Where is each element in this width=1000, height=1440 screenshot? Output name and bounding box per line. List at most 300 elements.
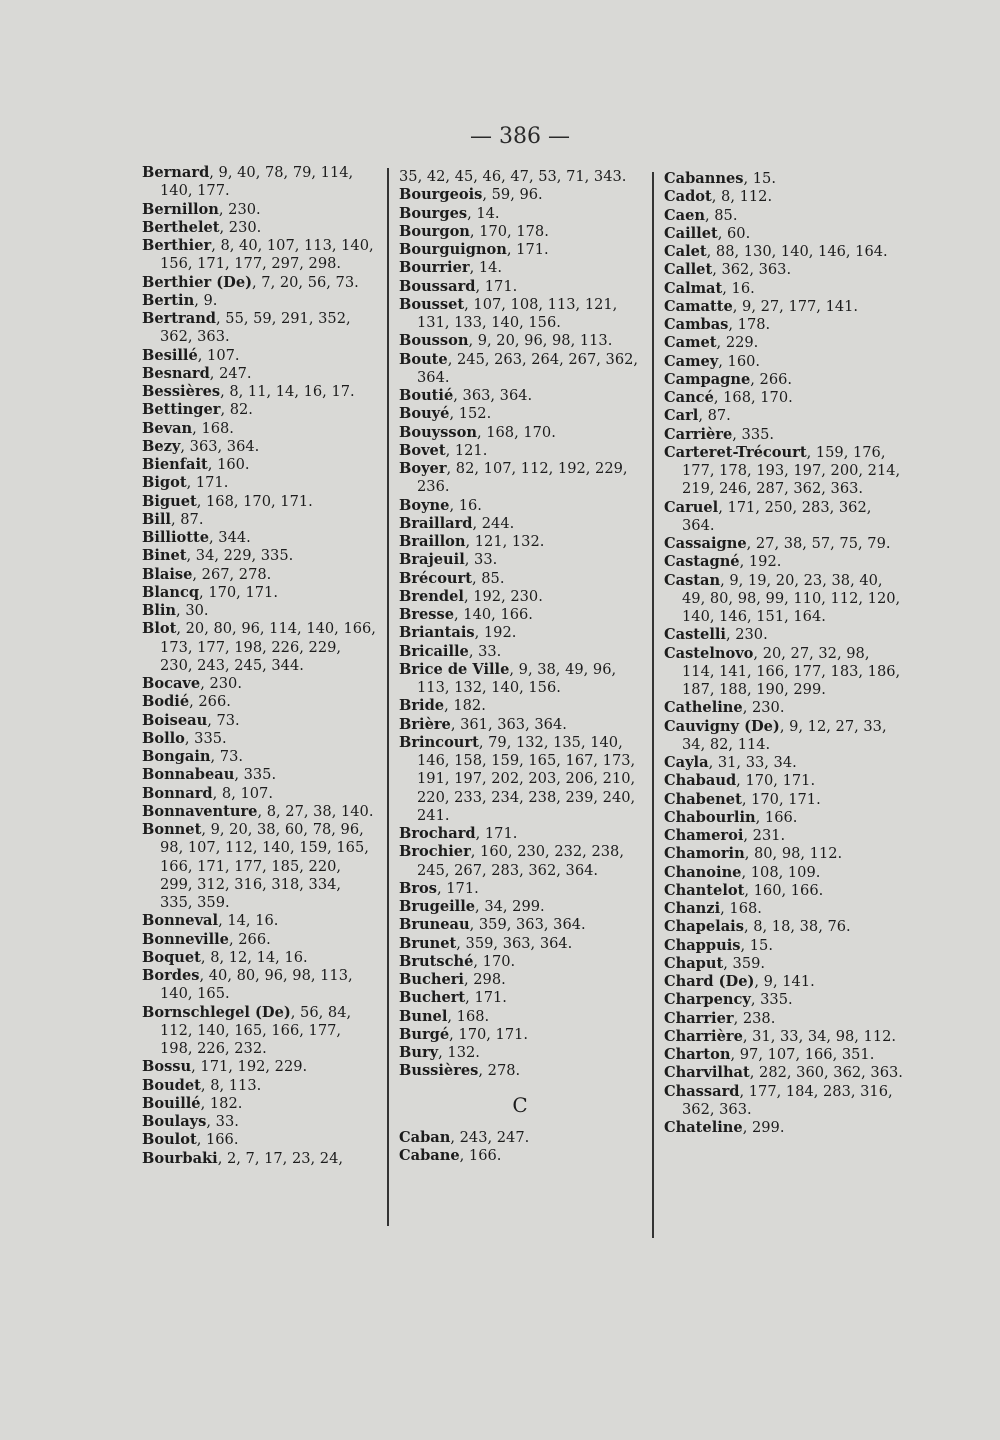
- index-entry: [399, 497, 641, 515]
- entry-name: Blin: [142, 602, 177, 619]
- index-entry: [142, 383, 378, 401]
- entry-page-refs: , 166.: [196, 1131, 239, 1149]
- index-entry: [399, 716, 641, 734]
- entry-page-refs: , 31, 33, 34, 98, 112.: [742, 1027, 897, 1045]
- entry-page-refs: , 33.: [206, 1113, 239, 1130]
- index-entry: [664, 918, 904, 936]
- entry-name: Chabourlin: [664, 808, 756, 826]
- index-entry: [664, 280, 904, 298]
- entry-name: Chassard: [664, 1082, 740, 1100]
- entry-name: Bevan: [142, 419, 193, 437]
- index-entry: [142, 511, 378, 529]
- entry-name: Charrière: [664, 1027, 743, 1045]
- entry-name: Charrier: [664, 1009, 734, 1027]
- index-entry: [399, 989, 641, 1007]
- entry-name: Boussard: [399, 277, 476, 295]
- entry-name: Bricaille: [399, 642, 469, 660]
- entry-name: Boulays: [142, 1113, 207, 1130]
- index-entry: [399, 661, 641, 698]
- entry-page-refs: , 230.: [200, 675, 242, 692]
- entry-page-refs: , 9, 20, 96, 98, 113.: [468, 332, 613, 350]
- entry-name: Bonneval: [142, 912, 219, 930]
- entry-page-refs: , 335.: [184, 729, 227, 747]
- entry-page-refs: , 171.: [436, 879, 479, 897]
- entry-page-refs: , 9, 38, 49, 96, 113, 132, 140, 156.: [417, 660, 617, 696]
- entry-name: Charpency: [664, 991, 751, 1009]
- entry-page-refs: , 85.: [471, 569, 505, 587]
- entry-name: Chabenet: [664, 790, 742, 808]
- entry-page-refs: , 192, 230.: [463, 587, 543, 605]
- entry-name: Camet: [664, 334, 717, 352]
- index-entry: [664, 1119, 904, 1137]
- index-entry: [664, 845, 904, 863]
- index-entry: [142, 347, 378, 365]
- entry-page-refs: , 298.: [463, 971, 506, 988]
- entry-page-refs: , 79, 132, 135, 140, 146, 158, 159, 165, 167, 173, 191, 197, 202, 203, 206, 210, 220, 233, 234, 238, 239, 240, 241.: [417, 733, 636, 824]
- index-entry: [664, 553, 904, 571]
- index-entry: [399, 697, 641, 715]
- entry-page-refs: , 73.: [207, 711, 240, 729]
- entry-page-refs: , 359.: [723, 954, 766, 972]
- index-entry: [664, 791, 904, 809]
- entry-page-refs: , 168.: [720, 900, 762, 917]
- index-entry: [664, 1028, 904, 1046]
- entry-page-refs: , 170, 178.: [469, 222, 549, 240]
- entry-name: Brugeille: [399, 898, 476, 915]
- index-entry: [664, 1064, 904, 1082]
- entry-page-refs: , 171.: [475, 277, 518, 295]
- index-entry: [142, 730, 378, 748]
- entry-name: Burgé: [399, 1025, 450, 1043]
- index-entry: [399, 278, 641, 296]
- entry-name: Bourrier: [399, 259, 470, 277]
- index-list-c: [399, 1129, 641, 1166]
- index-entry: [664, 699, 904, 717]
- entry-name: Carteret-Trécourt: [664, 443, 807, 461]
- entry-page-refs: , 266.: [228, 930, 271, 948]
- entry-name: Bonnet: [142, 821, 202, 838]
- entry-name: Chard (De): [664, 973, 755, 990]
- entry-name: Bovet: [399, 441, 446, 459]
- entry-page-refs: , 121.: [445, 441, 488, 459]
- entry-page-refs: , 177, 184, 283, 316, 362, 363.: [682, 1082, 893, 1118]
- entry-name: Braillard: [399, 514, 473, 532]
- entry-page-refs: , 182.: [444, 697, 486, 715]
- index-entry: [664, 900, 904, 918]
- index-entry: [399, 570, 641, 588]
- entry-name: Charvilhat: [664, 1064, 750, 1082]
- index-entry: [399, 643, 641, 661]
- entry-page-refs: , 230.: [742, 699, 785, 717]
- entry-page-refs: , 8, 27, 38, 140.: [257, 802, 374, 820]
- entry-name: Callet: [664, 261, 713, 279]
- entry-name: Chapelais: [664, 918, 744, 936]
- entry-name: Castelli: [664, 626, 726, 644]
- entry-page-refs: , 140, 166.: [454, 606, 533, 623]
- entry-page-refs: , 335.: [234, 766, 277, 784]
- index-entry: [142, 1131, 378, 1149]
- entry-page-refs: , 9, 141.: [754, 973, 815, 990]
- entry-page-refs: , 361, 363, 364.: [450, 715, 567, 733]
- entry-name: Bordes: [142, 967, 200, 984]
- index-entry: [399, 533, 641, 551]
- entry-name: Bourgon: [399, 222, 470, 240]
- index-entry: [664, 426, 904, 444]
- entry-name: Bossu: [142, 1058, 192, 1076]
- index-entry: [142, 821, 378, 912]
- entry-page-refs: , 231.: [743, 827, 786, 844]
- index-entry: [664, 170, 904, 188]
- index-entry: [664, 973, 904, 991]
- index-entry: [399, 935, 641, 953]
- index-entry: [664, 1046, 904, 1064]
- index-entry: [142, 237, 378, 274]
- entry-name: Bongain: [142, 748, 211, 765]
- entry-page-refs: , 344.: [209, 529, 251, 546]
- entry-name: Chabaud: [664, 772, 737, 790]
- entry-name: Bucheri: [399, 971, 464, 988]
- entry-page-refs: , 160, 230, 232, 238, 245, 267, 283, 362, 364.: [417, 843, 624, 879]
- index-entry: [399, 241, 641, 259]
- index-entry: [399, 351, 641, 388]
- entry-name: Cassaigne: [664, 535, 747, 552]
- entry-name: Cabane: [399, 1146, 460, 1164]
- entry-page-refs: , 16.: [722, 279, 755, 297]
- entry-name: Bonnard: [142, 784, 213, 802]
- entry-name: Bonnaventure: [142, 802, 258, 820]
- entry-name: Chanzi: [664, 900, 721, 917]
- entry-page-refs: , 31, 33, 34.: [708, 754, 797, 771]
- entry-name: Camatte: [664, 297, 733, 315]
- entry-page-refs: , 8, 11, 14, 16, 17.: [220, 383, 355, 400]
- index-entry: [399, 223, 641, 241]
- index-entry: [142, 785, 378, 803]
- index-entry: [664, 261, 904, 279]
- index-entry: [142, 675, 378, 693]
- index-entry: [664, 645, 904, 700]
- index-entry: [664, 937, 904, 955]
- entry-name: Boutié: [399, 387, 454, 404]
- entry-page-refs: , 171, 250, 283, 362, 364.: [682, 498, 872, 534]
- entry-page-refs: , 8, 113.: [200, 1076, 262, 1094]
- entry-name: Bouyé: [399, 405, 450, 423]
- entry-page-refs: , 362, 363.: [712, 261, 792, 279]
- index-entry: [664, 407, 904, 425]
- entry-page-refs: , 282, 360, 362, 363.: [749, 1064, 903, 1082]
- index-entry: [142, 912, 378, 930]
- index-entry: [142, 712, 378, 730]
- index-entry: [142, 566, 378, 584]
- index-entry: [399, 205, 641, 223]
- entry-page-refs: , 168.: [192, 419, 234, 437]
- entry-page-refs: , 2, 7, 17, 23, 24,: [217, 1149, 343, 1167]
- index-entry: [664, 572, 904, 627]
- entry-name: Cambas: [664, 316, 729, 333]
- index-entry: [399, 332, 641, 350]
- entry-page-refs: , 363, 364.: [453, 387, 533, 404]
- entry-name: Besnard: [142, 364, 210, 382]
- entry-name: Blancq: [142, 583, 200, 601]
- entry-page-refs: , 168, 170, 171.: [196, 492, 313, 510]
- section-letter: C: [512, 1092, 528, 1117]
- entry-name: Chameroi: [664, 827, 744, 844]
- entry-page-refs: , 152.: [449, 405, 492, 423]
- entry-page-refs: , 9.: [194, 291, 218, 309]
- entry-page-refs: , 80, 98, 112.: [744, 845, 843, 863]
- entry-name: Bousset: [399, 295, 465, 313]
- entry-page-refs: , 87.: [170, 510, 204, 528]
- entry-name: Bocave: [142, 675, 201, 692]
- entry-name: Boyer: [399, 460, 447, 477]
- index-entry: [664, 827, 904, 845]
- entry-page-refs: , 33.: [464, 551, 498, 569]
- index-entry: [664, 188, 904, 206]
- index-entry: [399, 1062, 641, 1080]
- index-entry: [142, 164, 378, 201]
- entry-page-refs: , 230.: [725, 626, 768, 644]
- index-entry: [664, 225, 904, 243]
- entry-name: Brajeuil: [399, 551, 465, 569]
- entry-page-refs: , 132.: [438, 1044, 480, 1061]
- index-column-3: [664, 170, 904, 1137]
- entry-name: Boute: [399, 350, 448, 368]
- entry-name: Bessières: [142, 383, 221, 400]
- entry-page-refs: , 8, 40, 107, 113, 140, 156, 171, 177, 297, 298.: [160, 237, 374, 273]
- entry-page-refs: , 160, 166.: [744, 881, 824, 899]
- entry-name: Bourguignon: [399, 241, 507, 258]
- index-entry: [399, 898, 641, 916]
- entry-page-refs: , 363, 364.: [180, 437, 260, 455]
- entry-name: Binet: [142, 547, 187, 565]
- entry-page-refs: , 108, 109.: [741, 863, 821, 881]
- entry-page-refs: , 266.: [750, 370, 793, 388]
- entry-name: Cayla: [664, 754, 709, 771]
- entry-name: Bourgeois: [399, 186, 483, 204]
- entry-page-refs: , 59, 96.: [482, 186, 543, 204]
- entry-page-refs: , 238.: [733, 1009, 776, 1027]
- entry-page-refs: , 267, 278.: [192, 565, 272, 583]
- entry-name: Bourbaki: [142, 1149, 218, 1167]
- entry-page-refs: , 160.: [207, 456, 250, 473]
- entry-name: Bienfait: [142, 456, 208, 473]
- entry-name: Brice de Ville: [399, 660, 510, 678]
- index-entry: [664, 353, 904, 371]
- entry-page-refs: , 170, 171.: [449, 1025, 529, 1043]
- entry-name: Biguet: [142, 492, 197, 510]
- index-entry: [399, 168, 641, 186]
- index-entry: [142, 803, 378, 821]
- index-entry: [399, 880, 641, 898]
- entry-name: Caban: [399, 1128, 451, 1146]
- index-entry: [142, 219, 378, 237]
- entry-name: Caruel: [664, 498, 719, 516]
- index-entry: [142, 493, 378, 511]
- entry-page-refs: , 88, 130, 140, 146, 164.: [706, 243, 888, 260]
- entry-page-refs: , 244.: [472, 514, 515, 532]
- entry-page-refs: , 9, 12, 27, 33, 34, 82, 114.: [682, 717, 887, 753]
- entry-name: Bernillon: [142, 200, 219, 218]
- index-entry: [142, 274, 378, 292]
- entry-page-refs: , 27, 38, 57, 75, 79.: [746, 535, 891, 552]
- index-entry: [399, 1147, 641, 1165]
- index-entry: [664, 535, 904, 553]
- entry-name: Calet: [664, 243, 707, 260]
- entry-page-refs: , 170, 171.: [199, 583, 278, 601]
- index-entry: [399, 971, 641, 989]
- column-divider-2: [652, 172, 654, 1238]
- entry-name: Chaput: [664, 954, 724, 972]
- index-entry: [399, 186, 641, 204]
- entry-page-refs: , 40, 80, 96, 98, 113, 140, 165.: [160, 967, 353, 1003]
- entry-name: Brochard: [399, 825, 476, 842]
- column-divider-1: [387, 168, 389, 1226]
- entry-page-refs: , 15.: [740, 936, 773, 954]
- index-entry: [664, 754, 904, 772]
- entry-page-refs: , 168.: [447, 1007, 490, 1025]
- index-entry: [399, 825, 641, 843]
- index-entry: [664, 1010, 904, 1028]
- index-entry: [399, 405, 641, 423]
- entry-page-refs: , 170, 171.: [736, 772, 816, 790]
- entry-page-refs: , 192.: [474, 624, 517, 642]
- entry-name: Calmat: [664, 279, 723, 297]
- entry-name: Boquet: [142, 948, 201, 966]
- index-entry: [664, 444, 904, 499]
- entry-name: Brendel: [399, 587, 464, 605]
- entry-page-refs: , 170.: [473, 952, 516, 970]
- index-entry: [399, 1008, 641, 1026]
- index-entry: [142, 474, 378, 492]
- entry-name: Bertin: [142, 291, 195, 309]
- index-entry: [142, 420, 378, 438]
- entry-name: Bigot: [142, 474, 187, 492]
- index-entry: [399, 1129, 641, 1147]
- index-entry: [142, 1077, 378, 1095]
- entry-name: Bettinger: [142, 401, 221, 419]
- entry-page-refs: , 359, 363, 364.: [469, 916, 586, 934]
- entry-page-refs: , 243, 247.: [450, 1128, 530, 1146]
- entry-page-refs: , 247.: [209, 364, 252, 382]
- entry-page-refs: , 171.: [465, 989, 507, 1007]
- entry-page-refs: , 73.: [210, 748, 243, 765]
- entry-name: Chantelot: [664, 881, 745, 899]
- index-entry: [399, 424, 641, 442]
- entry-name: Bonnabeau: [142, 766, 235, 784]
- entry-page-refs: , 171.: [506, 241, 549, 258]
- entry-page-refs: 35, 42, 45, 46, 47, 53, 71, 343.: [399, 168, 627, 185]
- index-entry: [142, 310, 378, 347]
- index-entry: [399, 588, 641, 606]
- entry-page-refs: , 230.: [219, 218, 262, 236]
- index-entry: [664, 371, 904, 389]
- index-entry: [142, 456, 378, 474]
- index-entry: [399, 387, 641, 405]
- entry-name: Besillé: [142, 346, 198, 364]
- entry-name: Carrière: [664, 425, 733, 443]
- entry-name: Chateline: [664, 1119, 743, 1136]
- entry-page-refs: , 9, 40, 78, 79, 114, 140, 177.: [160, 164, 354, 200]
- index-entry: [142, 1150, 378, 1168]
- index-entry: [142, 547, 378, 565]
- index-entry: [142, 201, 378, 219]
- index-entry: [142, 748, 378, 766]
- entry-name: Bury: [399, 1044, 439, 1061]
- entry-name: Bertrand: [142, 310, 217, 327]
- page-number: — 386 —: [470, 124, 570, 149]
- index-entry: [142, 967, 378, 1004]
- entry-name: Camey: [664, 352, 719, 370]
- entry-name: Bonneville: [142, 930, 229, 948]
- entry-page-refs: , 170, 171.: [741, 790, 821, 808]
- index-entry: [664, 298, 904, 316]
- entry-page-refs: , 299.: [742, 1119, 785, 1136]
- entry-name: Boudet: [142, 1076, 201, 1094]
- index-entry: [399, 1044, 641, 1062]
- entry-name: Bouillé: [142, 1094, 201, 1112]
- entry-page-refs: , 8, 18, 38, 76.: [743, 918, 851, 936]
- entry-page-refs: , 107.: [197, 346, 240, 364]
- entry-page-refs: , 278.: [478, 1062, 521, 1080]
- entry-page-refs: , 82.: [220, 401, 253, 419]
- index-column-2: [399, 168, 641, 1165]
- entry-name: Bouysson: [399, 423, 477, 441]
- index-entry: [664, 243, 904, 261]
- entry-name: Boulot: [142, 1131, 197, 1149]
- entry-page-refs: , 15.: [743, 170, 776, 187]
- entry-name: Carl: [664, 407, 699, 425]
- entry-name: Blaise: [142, 565, 193, 583]
- entry-name: Bousson: [399, 332, 469, 350]
- entry-page-refs: , 166.: [755, 808, 798, 826]
- index-entry: [664, 772, 904, 790]
- entry-name: Caillet: [664, 224, 718, 242]
- entry-page-refs: , 159, 176, 177, 178, 193, 197, 200, 214, 219, 246, 287, 362, 363.: [682, 443, 901, 498]
- entry-name: Bodié: [142, 693, 190, 711]
- entry-name: Boyne: [399, 496, 450, 514]
- index-entry: [399, 551, 641, 569]
- entry-page-refs: , 85.: [704, 206, 738, 224]
- index-entry: [142, 949, 378, 967]
- index-entry: [664, 882, 904, 900]
- entry-page-refs: , 8, 112.: [711, 188, 773, 206]
- entry-name: Bourges: [399, 204, 468, 222]
- entry-name: Chappuis: [664, 936, 741, 954]
- entry-name: Cadot: [664, 188, 712, 206]
- entry-page-refs: , 7, 20, 56, 73.: [252, 273, 359, 291]
- entry-name: Buchert: [399, 989, 466, 1007]
- entry-page-refs: , 168, 170.: [713, 389, 793, 406]
- entry-name: Bernard: [142, 164, 210, 181]
- entry-name: Cancé: [664, 389, 714, 406]
- index-entry: [664, 718, 904, 755]
- index-entry: [142, 584, 378, 602]
- entry-name: Bill: [142, 510, 171, 528]
- index-entry: [664, 955, 904, 973]
- index-entry: [142, 602, 378, 620]
- entry-page-refs: , 229.: [716, 334, 759, 352]
- entry-page-refs: , 20, 80, 96, 114, 140, 166, 173, 177, 198, 226, 229, 230, 243, 245, 344.: [160, 620, 376, 674]
- entry-page-refs: , 34, 229, 335.: [186, 547, 294, 565]
- index-entry: [399, 515, 641, 533]
- entry-page-refs: , 14, 16.: [218, 912, 279, 930]
- entry-name: Brunet: [399, 934, 457, 952]
- entry-page-refs: , 171.: [475, 825, 518, 842]
- entry-page-refs: , 55, 59, 291, 352, 362, 363.: [160, 310, 351, 346]
- entry-page-refs: , 230.: [218, 200, 261, 218]
- entry-name: Bornschlegel (De): [142, 1003, 291, 1021]
- index-entry: [664, 207, 904, 225]
- index-entry: [664, 334, 904, 352]
